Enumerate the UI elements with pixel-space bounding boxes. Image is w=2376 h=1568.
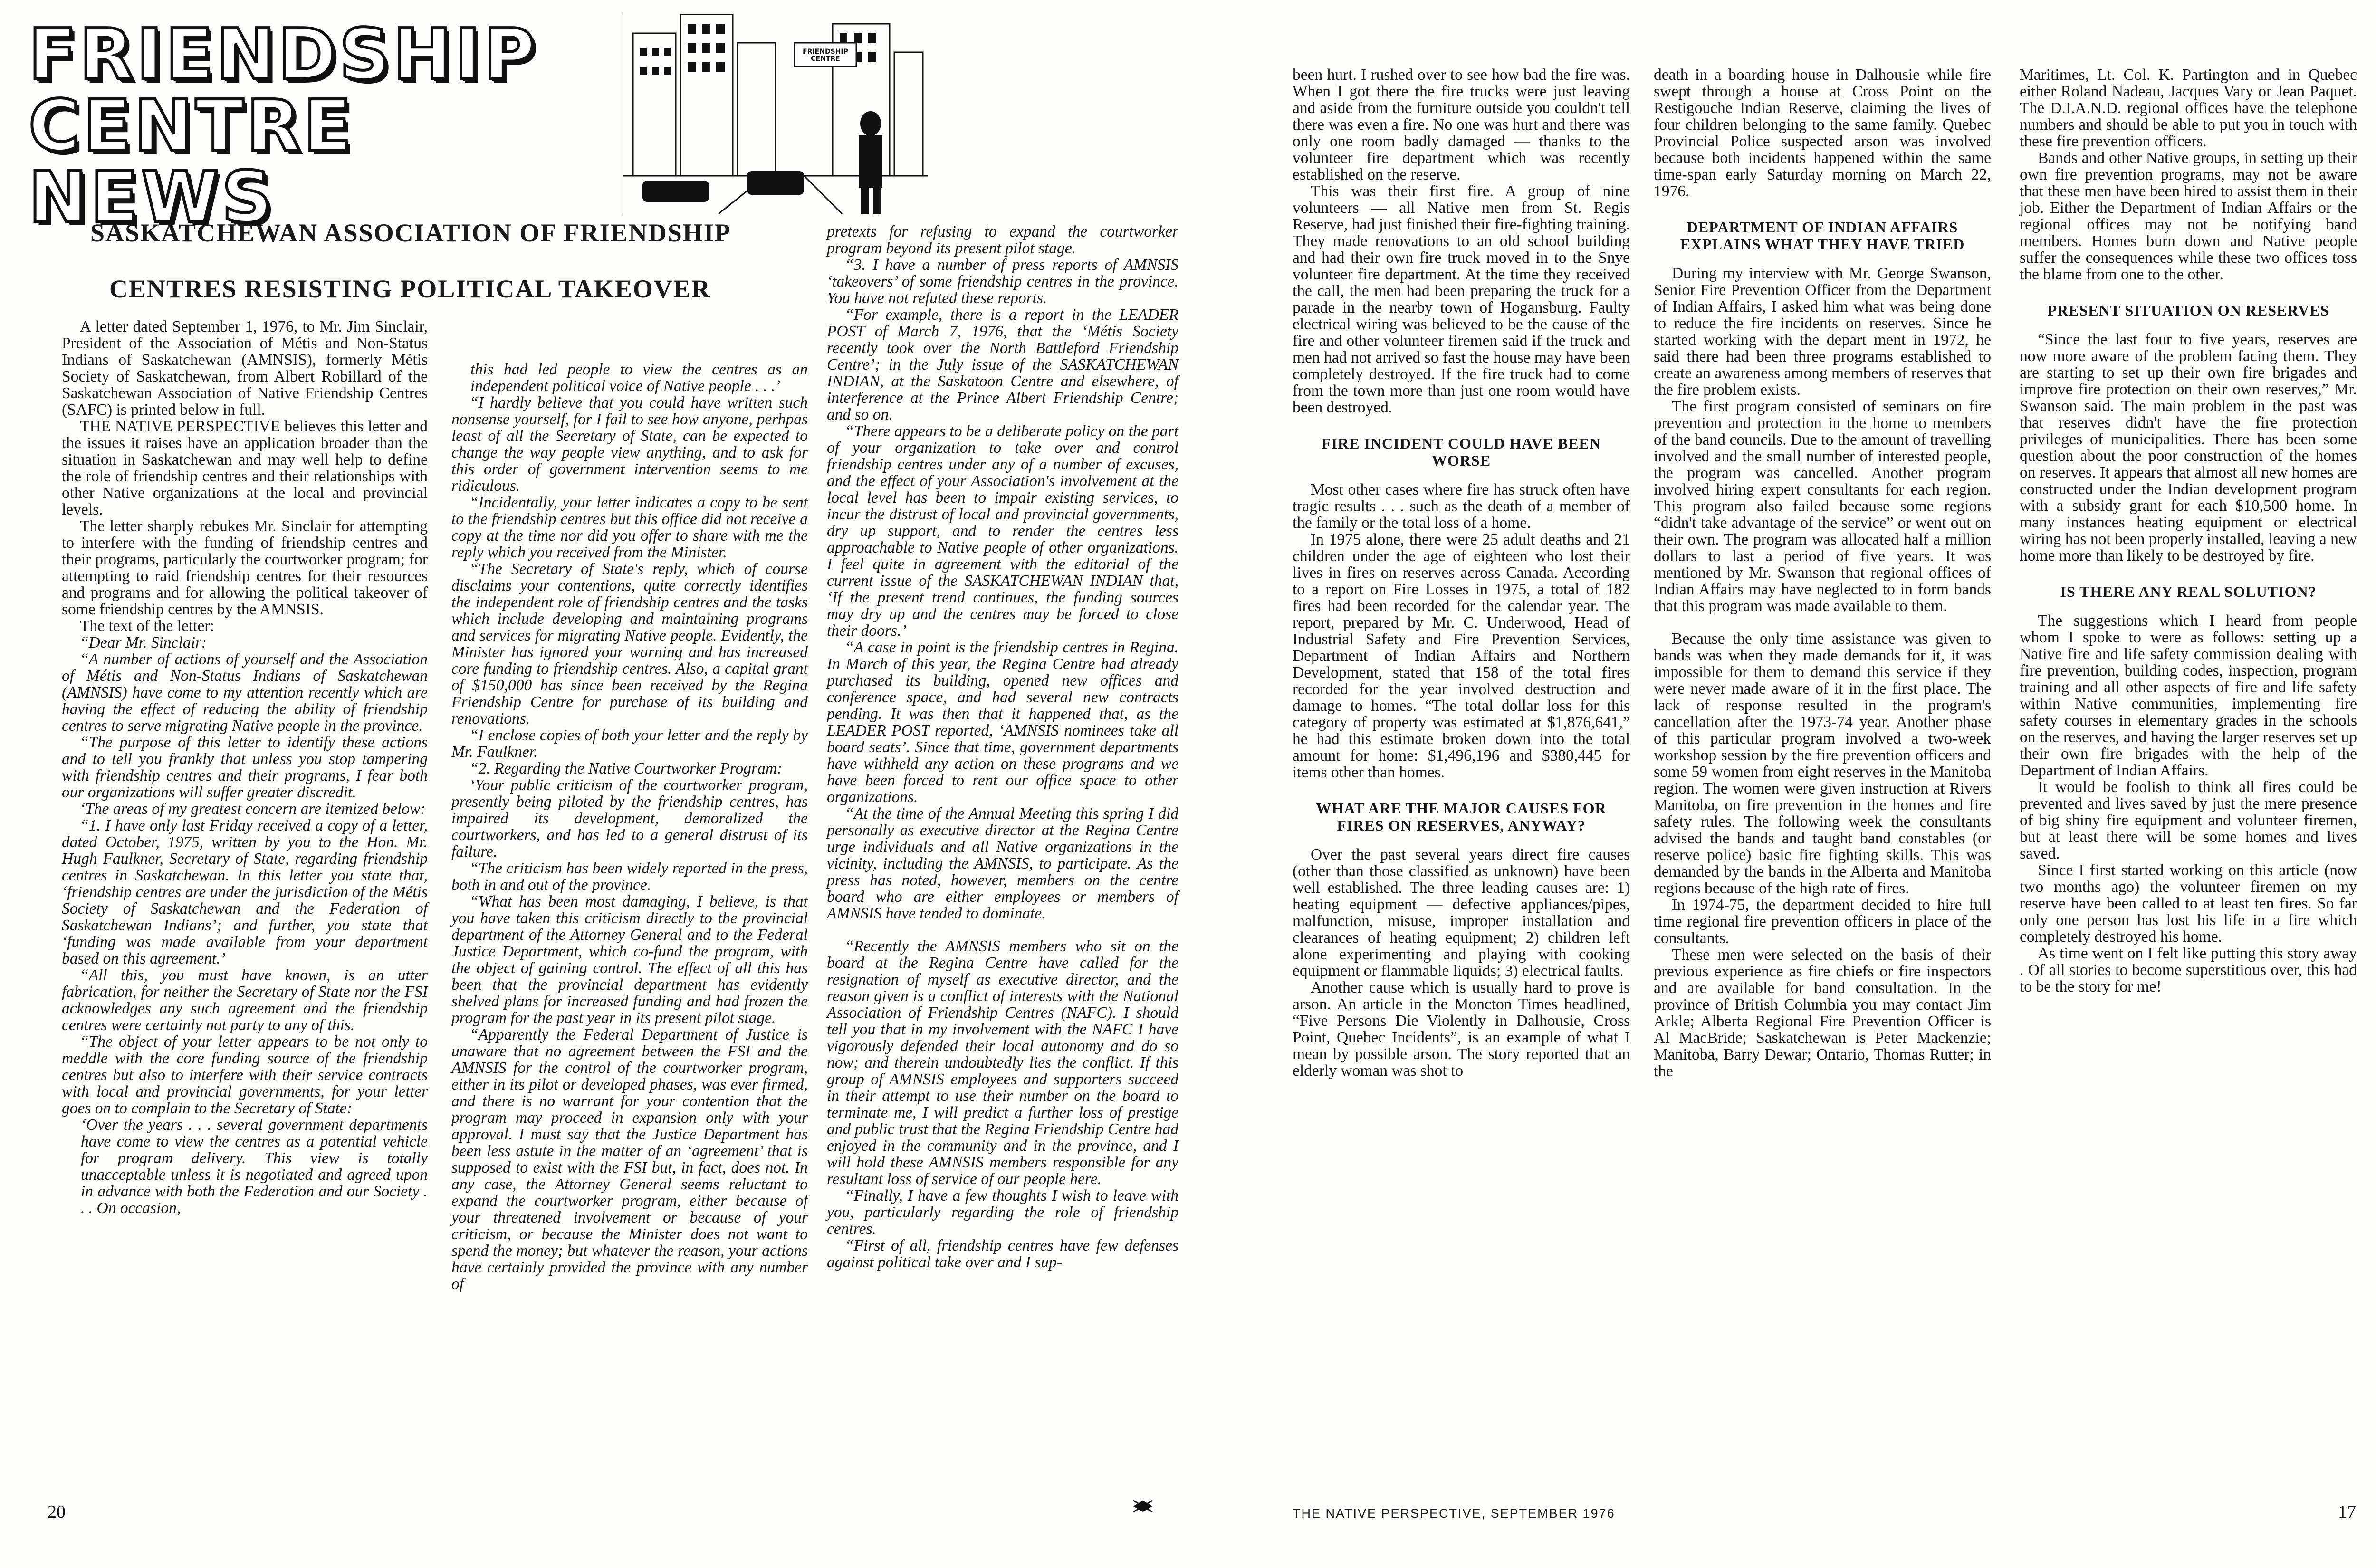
paragraph: “What has been most damaging, I believe, is that you have taken this criticism directly to the provincial department of the Attorney General and to the Federal Justice Department, which co-fund the program, with the object of gaining control. The effect of all this has been that the provincial department has evidently shelved plans for increased funding and had frozen the program for the past year in its present pilot stage. [451,893,808,1027]
column-2 [451,361,808,1292]
paragraph: The text of the letter: [80,617,214,635]
paragraph: death in a boarding house in Dalhousie while fire swept through a house at Cross Point on the Restigouche Indian Reserve, claiming the lives of four children belonging to the same family. Quebec Provincial Police suspected arson was involved because both incidents happened within the same time-span early Saturday morning on March 22, 1976. [1654,66,1991,200]
paragraph: “A case in point is the friendship centres in Regina. In March of this year, the Regina Centre had already purchased its building, opened new offices and conference space, and had several new contracts pending. It was then that it happened that, as the LEADER POST reported, ‘AMNSIS nominees take all board seats’. Since that time, government departments have withheld any action on these programs and we have been forced to rent our office space to other organizations. [827,639,1178,806]
paragraph: “First of all, friendship centres have few defenses against political take over and I sup- [827,1237,1178,1271]
paragraph: “Incidentally, your letter indicates a copy to be sent to the friendship centres but this office did not receive a copy at the time nor did you offer to share with me the reply which you received from the Minister. [451,494,808,561]
column-4 [1293,67,1630,1079]
gutter-ornament-icon [1131,1497,1155,1516]
paragraph: “The purpose of this letter to identify these actions and to tell you frankly that unless you stop tampering with friendship centres and their programs, I fear both our organizations will suffer greater discredit. [62,734,428,801]
subheading: PRESENT SITUATION ON RESERVES [2047,302,2329,319]
paragraph: this had led people to view the centres as an independent political voice of Native people . . .’ [470,361,808,395]
paragraph: It would be foolish to think all fires could be prevented and lives saved by just the mere presence of big shiny fire equipment and volunteer firemen, but at least there will be some homes and lives saved. [2020,778,2357,862]
paragraph: pretexts for refusing to expand the courtworker program beyond its present pilot stage. [827,223,1178,257]
paragraph: These men were selected on the basis of their previous experience as fire chiefs or fire inspectors and are available for band consultation. In the province of British Columbia you may contact Jim Arkle; Alberta Regional Fire Prevention Officer is Al MacBride; Saskatchewan is Peter Mackenzie; Manitoba, Barry Dewar; Ontario, Thomas Rutter; in the [1654,946,1991,1080]
paragraph: “Since the last four to five years, reserves are now more aware of the problem facing them. They are starting to set up their own fire brigades and improve fire protection on their own reserves,” Mr. Swanson said. The main problem in the past was that reserves didn't have the fire protection privileges of municipalities. There has been some question about the poor construction of the homes on reserves. It appears that almost all new homes are constructed under the Indian development program with a subsidy grant for each $10,500 home. In many instances heating equipment or electrical wiring has not been properly installed, leaving a new home more than likely to be destroyed by fire. [2020,331,2357,564]
paragraph: In 1975 alone, there were 25 adult deaths and 21 children under the age of eighteen who lost their lives in fires on reserves across Canada. According to a report on Fire Losses in 1975, a total of 182 fires had been recorded for the calendar year. The report, prepared by Mr. C. Underwood, Head of Industrial Safety and Fire Prevention Services, Department of Indian Affairs and Northern Development, stated that 158 of the total fires recorded for the year involved destruction and damage to homes. “The total dollar loss for this category of property was estimated at $1,876,641,” he had this estimate broken down into the total amount for home: $1,496,196 and $380,445 for items other than homes. [1293,531,1630,781]
subheading: FIRE INCIDENT COULD HAVE BEEN WORSE [1322,435,1601,469]
paragraph: “2. Regarding the Native Courtworker Program: [469,760,783,777]
subheading: WHAT ARE THE MAJOR CAUSES FOR FIRES ON RESERVES, ANYWAY? [1316,800,1607,834]
paragraph: Most other cases where fire has struck often have tragic results . . . such as the death of a member of the family or the total loss of a home. [1293,481,1630,532]
column-1 [62,318,428,1216]
paragraph: The suggestions which I heard from people whom I spoke to were as follows: setting up a Native fire and life safety commission dealing with fire prevention, building codes, inspection, program training and all other aspects of fire and life safety within Native communities, implementing fire safety courses in elementary grades in the schools on the reserves, and having the larger reserves set up their own fire brigades with the help of the Department of Indian Affairs. [2020,612,2357,779]
paragraph: “There appears to be a deliberate policy on the part of your organization to take over and control friendship centres under any of a number of excuses, and the effect of your Association's involvement at the local level has been to impair existing services, to incur the distrust of local and provincial governments, dry up support, and to render the centres less approachable to Native people of other organizations. I feel quite in agreement with the editorial of the current issue of the SASKATCHEWAN INDIAN that, ‘If the present trend continues, the funding sources may dry up and the centres may be forced to close their doors.’ [827,422,1178,640]
masthead-line-1: FRIENDSHIP [29,14,538,96]
paragraph: “3. I have a number of press reports of AMNSIS ‘takeovers’ of some friendship centres in the province. You have not refuted these reports. [827,256,1178,307]
paragraph: During my interview with Mr. George Swanson, Senior Fire Prevention Officer from the Department of Indian Affairs, I asked him what was being done to reduce the fire incidents on reserves. Since he started working with the depart ment in 1972, he said there had been three programs established to create an awareness among members of reserves that the fire problem exists. [1654,265,1991,399]
paragraph: As time went on I felt like putting this story away . Of all stories to become superstitious over, this had to be the story for me! [2020,945,2357,995]
paragraph: Over the past several years direct fire causes (other than those classified as unknown) have been well established. The three leading causes are: 1) heating equipment — defective appliances/pipes, malfunction, misuse, improper installation and clearances of heating equipment; 2) children left alone experimenting and playing with cooking equipment or flammable liquids; 3) electrical faults. [1293,846,1630,980]
subheading: IS THERE ANY REAL SOLUTION? [2060,583,2317,600]
column-3 [827,223,1178,1271]
page-number-right: 17 [2338,1502,2356,1522]
paragraph: “All this, you must have known, is an utter fabrication, for neither the Secretary of State nor the FSI acknowledges any such agreement and the friendship centres were certainly not party to any of this. [62,966,428,1034]
paragraph: “Finally, I have a few thoughts I wish to leave with you, particularly regarding the role of friendship centres. [827,1187,1178,1238]
article-headline [90,219,746,303]
paragraph: THE NATIVE PERSPECTIVE believes this letter and the issues it raises have an application broader than the situation in Saskatchewan and may well help to define the role of friendship centres and their relationships with other Native organizations at the local and provincial levels. [62,418,428,518]
paragraph: Another cause which is usually hard to prove is arson. An article in the Moncton Times headlined, “Five Persons Die Violently in Dalhousie, Cross Point, Quebec Incidents”, is an example of what I mean by possible arson. The story reported that an elderly woman was shot to [1293,979,1630,1080]
street-scene-drawing [623,14,928,214]
headline-line-2: CENTRES RESISTING POLITICAL TAKEOVER [109,275,711,303]
paragraph: The letter sharply rebukes Mr. Sinclair for attempting to interfere with the funding of friendship centres and their programs, particularly the courtworker program; for attempting to raid friendship centres for their resources and programs and for allowing the political takeover of some friendship centres by the AMNSIS. [62,517,428,618]
page-number-left: 20 [48,1502,66,1522]
paragraph: “A number of actions of yourself and the Association of Métis and Non-Status Indians of Saskatchewan (AMNSIS) have come to my attention recently which are having the effect of reducing the ability of friendship centres to serve migrating Native people in the province. [62,650,428,735]
paragraph: “Dear Mr. Sinclair: [80,634,207,651]
paragraph: “I enclose copies of both your letter and the reply by Mr. Faulkner. [451,727,808,761]
headline-line-1: SASKATCHEWAN ASSOCIATION OF FRIENDSHIP [90,219,731,247]
paragraph: The first program consisted of seminars on fire prevention and protection in the home to members of the band councils. Due to the amount of travelling involved and the small number of interested people, the program was cancelled. Another program involved hiring expert consultants for each region. This program also failed because some regions “didn't take advantage of the service” or went out on their own. The program was allocated half a million dollars to last a period of five years. It was mentioned by Mr. Swanson that regional offices of Indian Affairs may have neglected to in form bands that this program was made available to them. [1654,398,1991,615]
paragraph: Because the only time assistance was given to bands was when they made demands for it, it was impossible for them to demand this service if they were never made aware of it in the first place. The lack of response resulted in the program's cancellation after the 1973-74 year. Another phase of this particular program involved a two-week workshop session by the fire prevention officers and some 59 women from eight reserves in the Manitoba region. The women were given instruction at Rivers Manitoba, on fire prevention in the homes and fire safety rules. The following week the consultants advised the bands and taught band constables (or reserve police) basic fire fighting skills. This was demanded by the bands in the Alberta and Manitoba regions because of the high rate of fires. [1654,630,1991,897]
paragraph: “The criticism has been widely reported in the press, both in and out of the province. [451,860,808,894]
paragraph: “At the time of the Annual Meeting this spring I did personally as executive director at the Regina Centre urge individuals and all Native organizations in the vicinity, including the AMNSIS, to participate. As the press has noted, however, members on the centre board who are either employees or members of AMNSIS have tended to dominate. [827,805,1178,922]
running-footer: THE NATIVE PERSPECTIVE, SEPTEMBER 1976 [1293,1506,1615,1520]
paragraph: ‘The areas of my greatest concern are itemized below: [80,800,426,818]
paragraph: been hurt. I rushed over to see how bad the fire was. When I got there the fire trucks were just leaving and aside from the furniture outside you couldn't tell there was even a fire. No one was hurt and there was only one room badly damaged — thanks to the volunteer fire department which was recently established on the reserve. [1293,66,1630,183]
paragraph: Bands and other Native groups, in setting up their own fire prevention programs, may not be aware that these men have been hired to assist them in their job. Either the Department of Indian Affairs or the regional offices may not be notifying band members. Homes burn down and Native people suffer the consequences while these two offices toss the blame from one to the other. [2020,149,2357,283]
paragraph: “For example, there is a report in the LEADER POST of March 7, 1976, that the ‘Métis Society recently took over the North Battleford Friendship Centre’; in the July issue of the SASKATCHEWAN INDIAN, at the Saskatoon Centre and elsewhere, of interference at the Prince Albert Friendship Centre; and so on. [827,306,1178,423]
column-5 [1654,67,1991,1080]
column-6 [2020,67,2357,995]
paragraph: “The object of your letter appears to be not only to meddle with the core funding source of the friendship centres but also to interfere with their service contracts with local and provincial governments, for your letter goes on to complain to the Secretary of State: [62,1033,428,1117]
masthead-line-2: CENTRE NEWS [29,85,354,238]
paragraph: “1. I have only last Friday received a copy of a letter, dated October, 1975, written by you to the Hon. Mr. Hugh Faulkner, Secretary of State, regarding friendship centres in Saskatchewan. In this letter you state that, ‘friendship centres are under the jurisdiction of the Métis Society of Saskatchewan and the Federation of Saskatchewan Indians’; and further, you state that ‘funding was made available from your department based on this agreement.’ [62,817,428,967]
subheading: DEPARTMENT OF INDIAN AFFAIRS EXPLAINS WHAT THEY HAVE TRIED [1680,219,1965,253]
street-illustration [623,14,928,214]
paragraph: “The Secretary of State's reply, which of course disclaims your contentions, quite correctly identifies the independent role of friendship centres and the tasks which include developing and maintaining programs and services for migrating Native people. Evidently, the Minister has ignored your warning and has increased core funding to friendship centres. Also, a capital grant of $150,000 has since been received by the Regina Friendship Centre for purchase of its building and renovations. [451,560,808,727]
paragraph: Maritimes, Lt. Col. K. Partington and in Quebec either Roland Nadeau, Jacques Vary or Jean Paquet. The D.I.A.N.D. regional offices have the telephone numbers and should be able to put you in touch with these fire prevention officers. [2020,66,2357,150]
paragraph: In 1974-75, the department decided to hire full time regional fire prevention officers in place of the consultants. [1654,896,1991,947]
paragraph: “I hardly believe that you could have written such nonsense yourself, for I fail to see how anyone, perhpas least of all the Secretary of State, can be expected to change the way people view anything, and to ask for this order of government intervention seems to me ridiculous. [451,394,808,495]
paragraph: This was their first fire. A group of nine volunteers — all Native men from St. Regis Reserve, had just finished their fire-fighting training. They made renovations to an old school building and had their own fire truck moved in to the Snye volunteer fire department. At the time they received the call, the men had been preparing the truck for a parade in the nearby town of Hogansburg. Faulty electrical wiring was believed to be the cause of the fire and other volunteer firemen said if the truck and men had not arrived so fast the house may have been completely destroyed. If the fire truck had to come from the town more than just one room would have been destroyed. [1293,182,1630,416]
paragraph: ‘Your public criticism of the courtworker program, presently being piloted by the friendship centres, has impaired its development, demoralized the courtworkers, and has led to a general distrust of its failure. [451,776,808,860]
paragraph: A letter dated September 1, 1976, to Mr. Jim Sinclair, President of the Association of Métis and Non-Status Indians of Saskatchewan (AMNSIS), formerly Métis Society of Saskatchewan, from Albert Robillard of the Saskatchewan Association of Native Friendship Centres (SAFC) is printed below in full. [62,318,428,419]
paragraph: “Recently the AMNSIS members who sit on the board at the Regina Centre have called for the resignation of myself as executive director, and the reason given is a conflict of interests with the National Association of Friendship Centres (NAFC). I should tell you that in my involvement with the NAFC I have vigorously defended their local autonomy and do so now; and therein undoubtedly lies the conflict. If this group of AMNSIS employees and supporters succeed in their attempt to use their number on the board to terminate me, I will predict a further loss of prestige and public trust that the Regina Friendship Centre had enjoyed in the community and in the province, and I will hold these AMNSIS members responsible for any resultant loss of service of our people here. [827,937,1178,1188]
friendship-centre-sign: FRIENDSHIP CENTRE [803,48,848,63]
paragraph: ‘Over the years . . . several government departments have come to view the centres as a potential vehicle for program delivery. This view is totally unacceptable unless it is negotiated and agreed upon in advance with both the Federation and our Society . . . On occasion, [81,1116,428,1217]
paragraph: “Apparently the Federal Department of Justice is unaware that no agreement between the FSI and the AMNSIS for the control of the courtworker program, either in its pilot or developed phases, was ever firmed, and there is no warrant for your contention that the program may proceed in expansion only with your approval. I must say that the Justice Department has been less astute in the matter of an ‘agreement’ that is supposed to exist with the FSI but, in fact, does not. In any case, the Attorney General seems reluctant to expand the courtworker program, either because of your threatened involvement or because of your criticism, or because the Minister does not want to spend the money; but whatever the reason, your actions have certainly provided the province with any number of [451,1026,808,1293]
paragraph: Since I first started working on this article (now two months ago) the volunteer firemen on my reserve have been called to at least ten fires. So far only one person has lost his life in a fire which completely destroyed his home. [2020,861,2357,946]
